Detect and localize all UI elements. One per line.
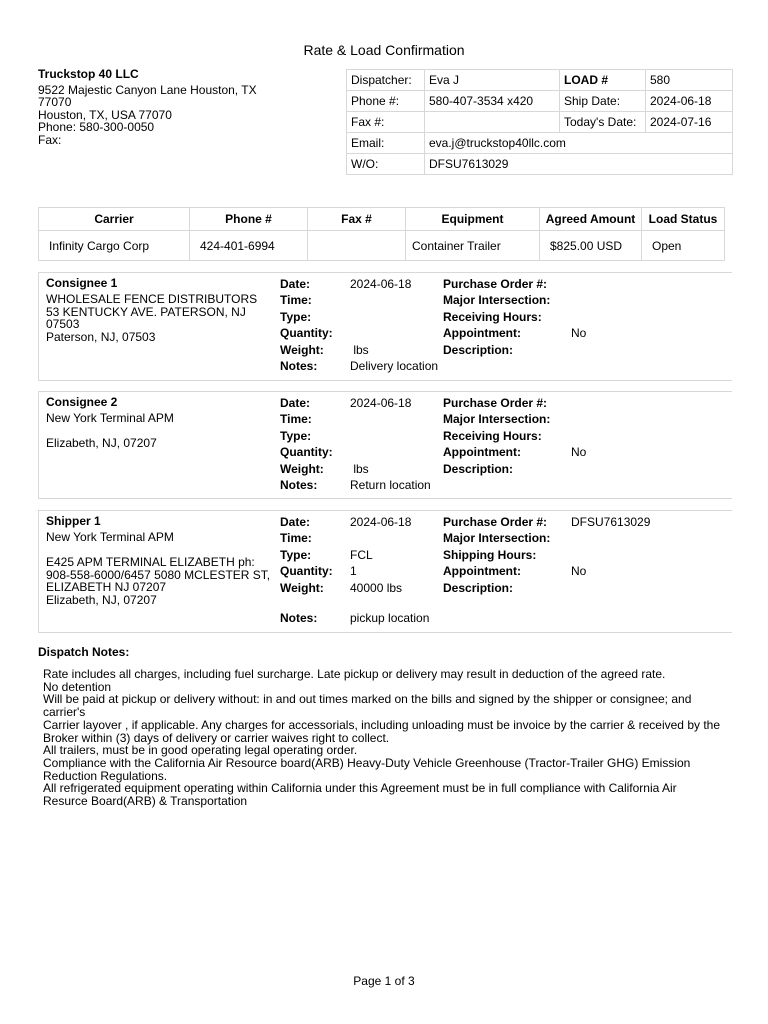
- load-status-header: Load Status: [642, 208, 725, 231]
- quantity-label: Quantity:: [280, 326, 333, 340]
- time-label: Time:: [280, 293, 312, 307]
- carrier-phone: 424-401-6994: [190, 231, 308, 261]
- stop-party: [46, 276, 274, 343]
- notes-label: Notes:: [280, 359, 318, 373]
- dispatch-notes-body: [43, 668, 723, 808]
- quantity-label: Quantity:: [280, 445, 333, 459]
- appointment-label: Appointment:: [443, 445, 521, 459]
- fax-value: [425, 112, 560, 133]
- dispatch-note-line: All trailers, must be in good operating legal operating order.: [43, 743, 358, 758]
- load-value: 580: [646, 70, 733, 91]
- company-phone: Phone: 580-300-0050: [38, 120, 155, 134]
- stop-name: WHOLESALE FENCE DISTRIBUTORS: [46, 292, 258, 306]
- fax-label: Fax #:: [347, 112, 425, 133]
- stop-name: New York Terminal APM: [46, 530, 174, 544]
- wo-label: W/O:: [347, 154, 425, 175]
- company-city: Houston, TX, USA 77070: [38, 107, 172, 122]
- load-label: LOAD #: [560, 70, 646, 91]
- today-label: Today's Date:: [560, 112, 646, 133]
- stop-address: 53 KENTUCKY AVE. PATERSON, NJ 07503: [46, 304, 246, 331]
- ship-date-value: 2024-06-18: [646, 91, 733, 112]
- major-intersection-label: Major Intersection:: [443, 412, 551, 426]
- dispatch-info-table: [346, 69, 733, 175]
- weight-label: Weight:: [280, 462, 324, 476]
- phone-value: 580-407-3534 x420: [425, 91, 560, 112]
- quantity-label: Quantity:: [280, 564, 333, 578]
- fax-header: Fax #: [308, 208, 406, 231]
- today-value: 2024-07-16: [646, 112, 733, 133]
- date-label: Date:: [280, 515, 311, 529]
- description-label: Description:: [443, 462, 514, 476]
- carrier-table: [38, 207, 725, 261]
- dispatch-note-line: Carrier layover , if applicable. Any charges for accessorials, including unloading must be invoice by the carrier & received by the Broker within (3) days of delivery or carrier waives right to collect.: [43, 717, 721, 745]
- company-block: [38, 68, 278, 146]
- date-value: 2024-06-18: [350, 515, 412, 529]
- phone-label: Phone #:: [347, 91, 425, 112]
- weight-label: Weight:: [280, 343, 324, 357]
- description-label: Description:: [443, 343, 514, 357]
- phone-header: Phone #: [190, 208, 308, 231]
- company-address: 9522 Majestic Canyon Lane Houston, TX 77070: [38, 82, 257, 109]
- time-label: Time:: [280, 531, 312, 545]
- carrier-header: Carrier: [39, 208, 190, 231]
- dispatch-note-line: Will be paid at pickup or delivery without: in and out times marked on the bills and signed by the shipper or consignee; and carrier's: [43, 692, 692, 720]
- dispatch-note-line: All refrigerated equipment operating within California under this Agreement must be in full compliance with California Air Resurce Board(ARB) & Transportation: [43, 781, 677, 809]
- major-intersection-label: Major Intersection:: [443, 531, 551, 545]
- weight-label: Weight:: [280, 581, 324, 595]
- stop-title: Consignee 2: [46, 395, 118, 409]
- consignee-2-section: [38, 391, 732, 499]
- date-label: Date:: [280, 396, 311, 410]
- appointment-label: Appointment:: [443, 326, 521, 340]
- notes-label: Notes:: [280, 478, 318, 492]
- carrier-equipment: Container Trailer: [406, 231, 540, 261]
- carrier-name: Infinity Cargo Corp: [39, 231, 190, 261]
- stop-city: Paterson, NJ, 07503: [46, 329, 156, 344]
- notes-label: Notes:: [280, 611, 318, 625]
- stop-party: [46, 395, 274, 450]
- date-label: Date:: [280, 277, 311, 291]
- equipment-header: Equipment: [406, 208, 540, 231]
- appointment-value: No: [571, 564, 587, 578]
- carrier-fax: [308, 231, 406, 261]
- type-label: Type:: [280, 548, 312, 562]
- type-label: Type:: [280, 310, 312, 324]
- quantity-value: 1: [350, 564, 357, 578]
- description-label: Description:: [443, 581, 514, 595]
- dispatch-note-line: Compliance with the California Air Resource board(ARB) Heavy-Duty Vehicle Greenhouse (Tractor-Trailer GHG) Emission Reduction Regulations.: [43, 755, 691, 783]
- po-label: Purchase Order #:: [443, 396, 548, 410]
- date-value: 2024-06-18: [350, 396, 412, 410]
- stop-city: Elizabeth, NJ, 07207: [46, 436, 157, 450]
- receiving-hours-label: Receiving Hours:: [443, 429, 542, 443]
- company-fax: Fax:: [38, 132, 62, 147]
- stop-title: Shipper 1: [46, 514, 101, 528]
- page-number: Page 1 of 3: [353, 974, 415, 988]
- carrier-agreed-amount: $825.00 USD: [540, 231, 642, 261]
- stop-party: [46, 514, 274, 606]
- stop-title: Consignee 1: [46, 276, 118, 290]
- stop-address: E425 APM TERMINAL ELIZABETH ph: 908-558-6000/6457 5080 MCLESTER ST, ELIZABETH NJ 07207: [46, 555, 271, 594]
- appointment-value: No: [571, 326, 587, 340]
- weight-value: lbs: [350, 462, 369, 476]
- dispatch-note-line: No detention: [43, 679, 112, 694]
- type-value: FCL: [350, 548, 373, 562]
- po-label: Purchase Order #:: [443, 515, 548, 529]
- company-name: Truckstop 40 LLC: [38, 67, 139, 81]
- agreed-amount-header: Agreed Amount: [540, 208, 642, 231]
- stop-name: New York Terminal APM: [46, 411, 174, 425]
- po-label: Purchase Order #:: [443, 277, 548, 291]
- weight-value: lbs: [350, 343, 369, 357]
- date-value: 2024-06-18: [350, 277, 412, 291]
- notes-value: Return location: [350, 478, 431, 492]
- consignee-1-section: [38, 272, 732, 381]
- ship-date-label: Ship Date:: [560, 91, 646, 112]
- notes-value: Delivery location: [350, 359, 439, 373]
- shipper-1-section: [38, 510, 732, 633]
- weight-value: 40000 lbs: [350, 581, 403, 595]
- dispatcher-value: Eva J: [425, 70, 560, 91]
- appointment-label: Appointment:: [443, 564, 521, 578]
- wo-value: DFSU7613029: [425, 154, 733, 175]
- notes-value: pickup location: [350, 611, 430, 625]
- dispatch-note-line: Rate includes all charges, including fuel surcharge. Late pickup or delivery may result in deduction of the agreed rate.: [43, 667, 666, 681]
- stop-city: Elizabeth, NJ, 07207: [46, 592, 157, 607]
- appointment-value: No: [571, 445, 587, 459]
- po-value: DFSU7613029: [571, 515, 651, 529]
- dispatcher-label: Dispatcher:: [347, 70, 425, 91]
- carrier-load-status: Open: [642, 231, 725, 261]
- document-title: Rate & Load Confirmation: [303, 42, 465, 58]
- major-intersection-label: Major Intersection:: [443, 293, 551, 307]
- type-label: Type:: [280, 429, 312, 443]
- email-label: Email:: [347, 133, 425, 154]
- time-label: Time:: [280, 412, 312, 426]
- email-value: eva.j@truckstop40llc.com: [425, 133, 733, 154]
- receiving-hours-label: Receiving Hours:: [443, 310, 542, 324]
- dispatch-notes-title: Dispatch Notes:: [38, 645, 130, 659]
- shipping-hours-label: Shipping Hours:: [443, 548, 537, 562]
